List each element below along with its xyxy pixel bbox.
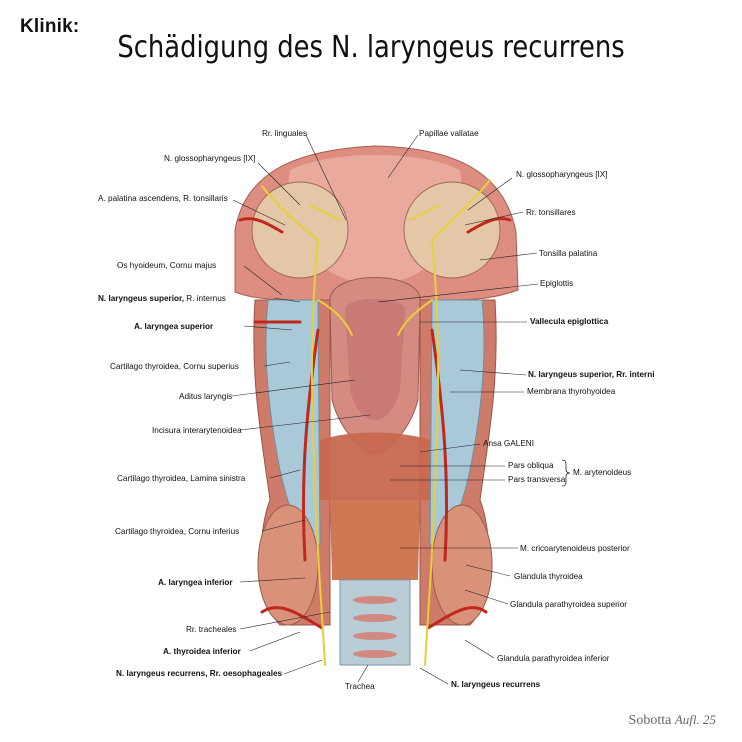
- section-label: Klinik:: [20, 16, 80, 37]
- label-cartilago-cornu-superius: Cartilago thyroidea, Cornu superius: [110, 362, 239, 371]
- label-n-laryngeus-superior-bold: N. laryngeus superior,: [98, 294, 184, 303]
- label-papillae-vallatae: Papillae vallatae: [419, 129, 479, 138]
- label-n-laryngeus-superior-interni-bold: N. laryngeus superior, Rr. interni: [528, 370, 655, 379]
- thyroid-gland-right: [432, 505, 492, 625]
- label-n-laryngeus-recurrens: [451, 680, 540, 690]
- label-a-laryngea-superior: [134, 322, 213, 332]
- label-vallecula: [530, 317, 608, 327]
- citation-edition: Aufl. 25: [674, 712, 716, 727]
- label-trachea: Trachea: [345, 682, 375, 691]
- label-glandula-parathyroidea-superior: Glandula parathyroidea superior: [510, 600, 627, 609]
- label-n-laryngeus-superior-internus: [98, 294, 226, 304]
- label-epiglottis: Epiglottis: [540, 279, 574, 288]
- label-vallecula-bold: Vallecula epiglottica: [530, 317, 609, 326]
- label-a-laryngea-inferior: [158, 578, 233, 588]
- label-m-cricoarytenoideus: M. cricoarytenoideus posterior: [520, 544, 630, 553]
- label-n-glossopharyngeus-right: N. glossopharyngeus [IX]: [516, 170, 608, 179]
- label-glandula-parathyroidea-inferior: Glandula parathyroidea inferior: [497, 654, 610, 663]
- label-n-laryngeus-superior-interni: [528, 370, 655, 380]
- label-n-laryngeus-recurrens-bold: N. laryngeus recurrens: [451, 680, 541, 689]
- label-n-laryngeus-superior-rest: R. internus: [184, 294, 226, 303]
- label-glandula-thyroidea: Glandula thyroidea: [514, 572, 583, 581]
- label-cartilago-cornu-inferius: Cartilago thyroidea, Cornu inferius: [115, 527, 240, 536]
- tonsil-left: [252, 182, 348, 278]
- label-a-laryngea-superior-bold: A. laryngea superior: [134, 322, 214, 331]
- tonsil-right: [404, 182, 500, 278]
- page-title: Schädigung des N. laryngeus recurrens: [117, 30, 625, 65]
- label-pars-transversa: Pars transversa: [508, 475, 566, 484]
- label-ansa-galeni: Ansa GALENI: [483, 439, 534, 448]
- cricoarytenoid-muscle: [330, 500, 420, 580]
- label-a-thyroidea-inferior: [163, 647, 241, 657]
- label-pars-obliqua: Pars obliqua: [508, 461, 554, 470]
- label-membrana-thyrohyoidea: Membrana thyrohyoidea: [527, 387, 616, 396]
- label-rr-tracheales: Rr. tracheales: [186, 625, 237, 634]
- label-aditus-laryngis: Aditus laryngis: [179, 392, 233, 401]
- label-incisura-interarytenoidea: Incisura interarytenoidea: [152, 426, 242, 435]
- label-n-laryngeus-recurrens-rr: [116, 669, 282, 679]
- label-tonsilla-palatina: Tonsilla palatina: [539, 249, 598, 258]
- label-m-arytenoideus: M. arytenoideus: [573, 468, 632, 477]
- citation: [629, 712, 716, 729]
- label-rr-tonsillares: Rr. tonsillares: [526, 208, 576, 217]
- label-n-glossopharyngeus-left: N. glossopharyngeus [IX]: [164, 154, 256, 163]
- label-a-palatina: A. palatina ascendens, R. tonsillaris: [98, 194, 228, 203]
- thyroid-gland-left: [258, 505, 318, 625]
- label-rr-linguales: Rr. linguales: [262, 129, 308, 138]
- citation-name: Sobotta: [628, 713, 672, 728]
- label-cartilago-lamina-sinistra: Cartilago thyroidea, Lamina sinistra: [117, 474, 246, 483]
- label-a-laryngea-inferior-bold: A. laryngea inferior: [158, 578, 233, 587]
- label-n-laryngeus-recurrens-rr-bold: N. laryngeus recurrens, Rr. oesophageales: [116, 669, 283, 678]
- label-a-thyroidea-inferior-bold: A. thyroidea inferior: [163, 647, 241, 656]
- label-os-hyoideum: Os hyoideum, Cornu majus: [117, 261, 217, 270]
